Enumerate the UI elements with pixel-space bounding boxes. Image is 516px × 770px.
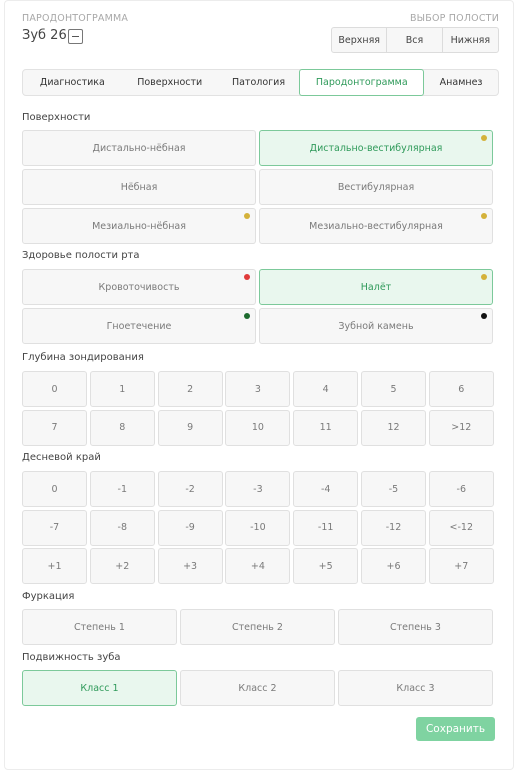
gingival-margin-option[interactable] [361, 510, 426, 546]
gingival-margin-option[interactable] [225, 548, 290, 584]
jaw-select-title: ВЫБОР ПОЛОСТИ [409, 13, 499, 24]
tab-surfaces[interactable]: Поверхности [137, 77, 203, 88]
gingival-margin-option[interactable] [22, 510, 87, 546]
probing-depth-option-label: >12 [451, 422, 472, 433]
probing-depth-option-label: 8 [119, 422, 126, 433]
probing-depth-option[interactable] [90, 410, 155, 446]
status-dot-icon [481, 135, 487, 141]
probing-depth-option-label: 4 [322, 383, 329, 395]
probing-depth-option[interactable] [225, 410, 290, 446]
gingival-margin-option-label: -7 [49, 522, 60, 533]
surface-option[interactable] [22, 208, 256, 244]
gingival-margin-option-label: +5 [318, 560, 333, 572]
mobility-option-label: Класс 2 [238, 682, 277, 694]
gingival-margin-option-label: -11 [317, 522, 334, 533]
tooth-title: Зуб 26 [22, 28, 67, 43]
save-button[interactable]: Сохранить [416, 717, 495, 741]
probing-depth-option-label: 5 [390, 383, 397, 395]
gingival-margin-option[interactable] [429, 548, 494, 584]
probing-depth-title: Глубина зондирования [22, 352, 144, 363]
mobility-option-label: Класс 3 [396, 682, 435, 694]
gingival-margin-option-label: -5 [388, 483, 399, 495]
probing-depth-option[interactable] [158, 410, 223, 446]
furcation-option-label: Степень 2 [232, 621, 283, 633]
jaw-selector [331, 27, 499, 53]
surface-option-label: Дистально-нёбная [92, 142, 186, 154]
surface-option[interactable] [259, 208, 493, 244]
gingival-margin-option[interactable] [158, 548, 223, 584]
mobility-title: Подвижность зуба [22, 652, 121, 663]
probing-depth-option-label: 12 [387, 422, 400, 433]
tab-periodontogram[interactable]: Пародонтограмма [299, 69, 424, 96]
probing-depth-option-label: 10 [251, 422, 264, 433]
tab-anamnesis[interactable]: Анамнез [439, 77, 483, 88]
gingival-margin-option[interactable] [293, 471, 358, 507]
gingival-margin-option[interactable] [22, 471, 87, 507]
probing-depth-option-label: 2 [187, 383, 194, 395]
mobility-option-label: Класс 1 [80, 682, 119, 694]
probing-depth-option[interactable] [429, 371, 494, 407]
minus-icon [72, 36, 79, 38]
gingival-margin-option-label: -6 [456, 483, 467, 495]
gingival-margin-option[interactable] [225, 471, 290, 507]
mobility-option[interactable] [338, 670, 493, 706]
gingival-margin-option[interactable] [429, 510, 494, 546]
probing-depth-option[interactable] [90, 371, 155, 407]
surface-option-label: Мезиально-вестибулярная [309, 220, 443, 232]
furcation-option[interactable] [338, 609, 493, 645]
furcation-option-label: Степень 3 [390, 621, 441, 633]
gingival-margin-option[interactable] [293, 510, 358, 546]
oral-health-option-label: Кровоточивость [98, 281, 180, 293]
status-dot-icon [244, 213, 250, 219]
gingival-margin-option-label: -9 [185, 522, 195, 533]
probing-depth-option[interactable] [293, 371, 358, 407]
gingival-margin-option-label: -2 [185, 483, 195, 495]
surface-option[interactable] [259, 169, 493, 205]
gingival-margin-option[interactable] [361, 471, 426, 507]
probing-depth-option-label: 3 [254, 383, 261, 395]
gingival-margin-option[interactable] [90, 510, 155, 546]
gingival-margin-option-label: +6 [386, 560, 401, 572]
gingival-margin-option[interactable] [158, 510, 223, 546]
probing-depth-option[interactable] [361, 371, 426, 407]
gingival-margin-option-label: -3 [253, 483, 263, 495]
tab-diagnostics[interactable]: Диагностика [39, 77, 105, 88]
status-dot-icon [244, 313, 250, 319]
mobility-option[interactable] [22, 670, 177, 706]
gingival-margin-option-label: +3 [183, 560, 198, 572]
gingival-margin-option[interactable] [361, 548, 426, 584]
probing-depth-option[interactable] [22, 410, 87, 446]
probing-depth-option[interactable] [293, 410, 358, 446]
surface-option[interactable] [22, 169, 256, 205]
collapse-tooth-button[interactable] [68, 29, 83, 44]
oral-health-option[interactable] [22, 308, 256, 344]
surface-option[interactable] [259, 130, 493, 166]
surface-option-label: Дистально-вестибулярная [309, 142, 443, 154]
jaw-all-button[interactable]: Вся [387, 28, 442, 52]
gingival-margin-option-label: +1 [47, 560, 62, 572]
gingival-margin-option[interactable] [225, 510, 290, 546]
probing-depth-option[interactable] [22, 371, 87, 407]
jaw-upper-button[interactable]: Верхняя [332, 28, 387, 52]
gingival-margin-option[interactable] [429, 471, 494, 507]
gingival-margin-option-label: +4 [250, 560, 265, 572]
gingival-margin-option[interactable] [158, 471, 223, 507]
probing-depth-option[interactable] [361, 410, 426, 446]
status-dot-icon [481, 213, 487, 219]
gingival-margin-option[interactable] [90, 548, 155, 584]
probing-depth-option-label: 6 [458, 383, 465, 395]
oral-health-option-label: Налёт [360, 281, 392, 293]
jaw-lower-button[interactable]: Нижняя [450, 34, 491, 46]
gingival-margin-title: Десневой край [22, 452, 101, 463]
furcation-option[interactable] [22, 609, 177, 645]
gingival-margin-option[interactable] [22, 548, 87, 584]
probing-depth-option-label: 0 [51, 383, 58, 395]
surface-option-label: Мезиально-нёбная [92, 220, 186, 232]
surfaces-title: Поверхности [22, 112, 91, 123]
probing-depth-option[interactable] [225, 371, 290, 407]
tab-bar [22, 69, 499, 96]
oral-health-option[interactable] [22, 269, 256, 305]
probing-depth-option-label: 7 [51, 422, 58, 433]
tab-pathology[interactable]: Патология [231, 77, 286, 88]
gingival-margin-option-label: 0 [51, 483, 58, 495]
gingival-margin-option[interactable] [90, 471, 155, 507]
gingival-margin-option-label: -4 [320, 483, 331, 495]
gingival-margin-option-label: -8 [117, 522, 128, 533]
oral-health-option-label: Гноетечение [106, 320, 172, 332]
oral-health-option[interactable] [259, 308, 493, 344]
gingival-margin-option-label: -10 [250, 522, 266, 533]
status-dot-icon [481, 313, 487, 319]
gingival-margin-option-label: <-12 [449, 522, 474, 533]
furcation-option[interactable] [180, 609, 335, 645]
furcation-title: Фуркация [22, 591, 75, 602]
gingival-margin-option-label: -1 [117, 483, 128, 495]
surface-option[interactable] [22, 130, 256, 166]
gingival-margin-option-label: +7 [454, 560, 469, 572]
probing-depth-option-label: 11 [319, 422, 332, 433]
status-dot-icon [481, 274, 487, 280]
status-dot-icon [244, 274, 250, 280]
oral-health-option-label: Зубной камень [338, 320, 414, 332]
probing-depth-option[interactable] [429, 410, 494, 446]
oral-health-option[interactable] [259, 269, 493, 305]
probing-depth-option-label: 1 [119, 383, 126, 395]
surface-option-label: Нёбная [120, 181, 158, 193]
surface-option-label: Вестибулярная [337, 181, 415, 193]
panel-overline: ПАРОДОНТОГРАММА [22, 13, 129, 24]
gingival-margin-option-label: +2 [115, 560, 130, 572]
gingival-margin-option[interactable] [293, 548, 358, 584]
probing-depth-option[interactable] [158, 371, 223, 407]
oral-health-title: Здоровье полости рта [22, 250, 140, 261]
furcation-option-label: Степень 1 [74, 621, 125, 633]
gingival-margin-option-label: -12 [385, 522, 402, 533]
probing-depth-option-label: 9 [187, 422, 194, 433]
mobility-option[interactable] [180, 670, 335, 706]
